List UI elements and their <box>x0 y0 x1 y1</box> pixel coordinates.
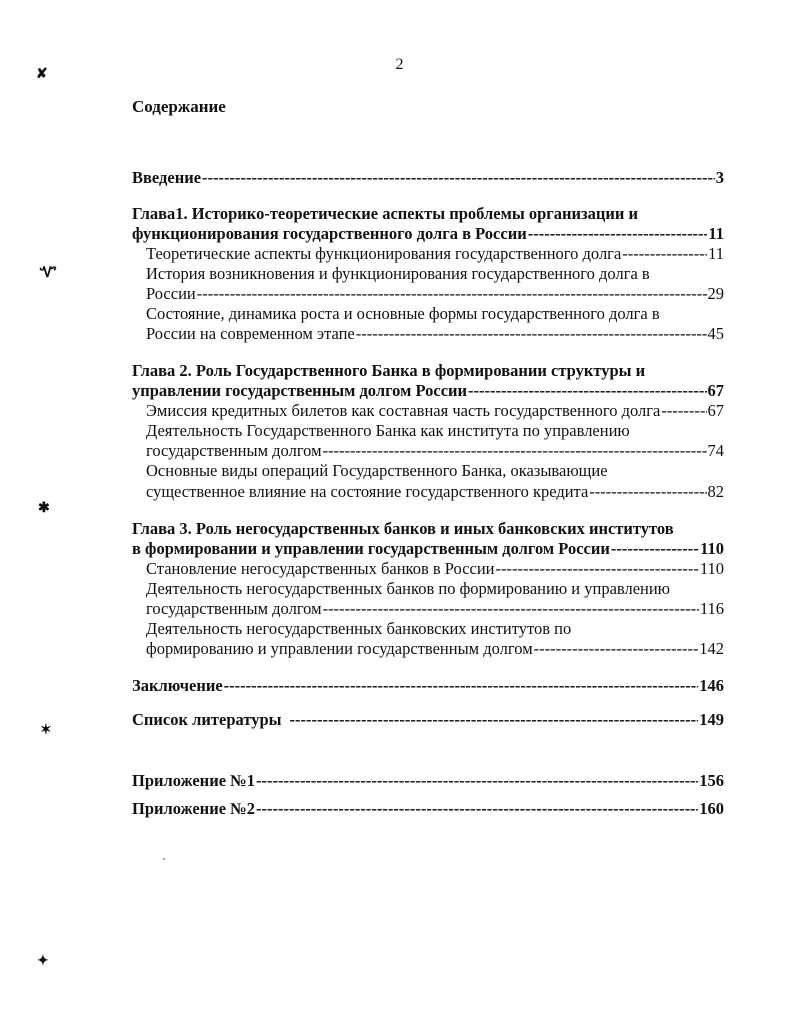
toc-entry-intro[interactable] <box>132 167 724 189</box>
scan-speck <box>163 858 165 860</box>
toc-entry-label: Становление негосударственных банков в России <box>146 559 495 578</box>
toc-entry-label: Приложение №1 <box>132 771 255 790</box>
leader-dots <box>256 798 698 820</box>
toc-page-number: 3 <box>715 168 724 187</box>
toc-entry-conclusion[interactable] <box>132 675 724 697</box>
toc-chapter-1-line-2[interactable] <box>132 223 724 245</box>
toc-section-3-2-line-1[interactable]: Деятельность негосударственных банков по формированию и управлению <box>146 579 671 598</box>
toc-section-2-2-line-1[interactable]: Деятельность Государственного Банка как института по управлению <box>146 421 630 440</box>
toc-page-number: 142 <box>699 639 724 658</box>
toc-entry-label: Приложение №2 <box>132 799 255 818</box>
toc-entry-label: Заключение <box>132 676 223 695</box>
toc-section-3-2-line-2[interactable] <box>146 598 724 620</box>
leader-dots <box>356 323 707 345</box>
leader-dots <box>622 243 707 265</box>
toc-page-number: 116 <box>699 599 724 618</box>
toc-entry-label: в формировании и управлении государственным долгом России <box>132 539 610 558</box>
page-title: Содержание <box>132 97 226 116</box>
leader-dots <box>534 638 699 660</box>
leader-dots <box>202 167 715 189</box>
toc-page-number: 11 <box>708 244 724 263</box>
toc-entry-label: функционирования государственного долга в России <box>132 224 527 243</box>
leader-dots <box>197 283 707 305</box>
toc-entry-literature[interactable] <box>132 709 724 731</box>
toc-entry-label: Теоретические аспекты функционирования государственного долга <box>146 244 622 263</box>
toc-chapter-1-line-1[interactable]: Глава1. Историко-теоретические аспекты проблемы организации и <box>132 204 639 223</box>
toc-page-number: 67 <box>707 401 724 420</box>
leader-dots <box>323 440 707 462</box>
toc-entry-label: Список литературы <box>132 710 282 729</box>
toc-page-number: 67 <box>707 381 724 400</box>
margin-mark-3: ✱ <box>38 501 50 516</box>
leader-dots <box>496 558 699 580</box>
leader-dots <box>323 598 699 620</box>
toc-entry-label: формированию и управлении государственным долгом <box>146 639 533 658</box>
toc-page-number: 156 <box>699 771 724 790</box>
toc-entry-label: Эмиссия кредитных билетов как составная часть государственного долга <box>146 401 661 420</box>
leader-dots <box>528 223 708 245</box>
toc-page-number: 110 <box>699 559 724 578</box>
leader-dots <box>468 380 706 402</box>
toc-chapter-3-line-2[interactable] <box>132 538 724 560</box>
toc-section-1-1[interactable] <box>146 243 724 265</box>
toc-entry-label: управлении государственным долгом России <box>132 381 468 400</box>
toc-entry-appendix-1[interactable] <box>132 770 724 792</box>
toc-section-3-1[interactable] <box>146 558 724 580</box>
margin-mark-1: ✘ <box>36 67 48 82</box>
toc-page-number: 74 <box>707 441 724 460</box>
toc-section-1-3-line-2[interactable] <box>146 323 724 345</box>
toc-page-number: 11 <box>708 224 724 243</box>
toc-entry-label: государственным долгом <box>146 441 322 460</box>
leader-dots <box>589 481 706 503</box>
toc-section-1-2-line-1[interactable]: История возникновения и функционирования государственного долга в <box>146 264 650 283</box>
toc-entry-label: России на современном этапе <box>146 324 355 343</box>
toc-chapter-2-line-1[interactable]: Глава 2. Роль Государственного Банка в формировании структуры и <box>132 361 646 380</box>
toc-chapter-3-line-1[interactable]: Глава 3. Роль негосударственных банков и иных банковских институтов <box>132 519 674 538</box>
toc-page-number: 29 <box>707 284 724 303</box>
toc-section-3-3-line-2[interactable] <box>146 638 724 660</box>
toc-section-1-2-line-2[interactable] <box>146 283 724 305</box>
toc-section-3-3-line-1[interactable]: Деятельность негосударственных банковских институтов по <box>146 619 572 638</box>
toc-section-2-2-line-2[interactable] <box>146 440 724 462</box>
toc-page-number: 160 <box>699 799 724 818</box>
toc-entry-label: существенное влияние на состояние государственного кредита <box>146 482 589 501</box>
page-number: 2 <box>395 56 404 73</box>
margin-mark-5: ✦ <box>37 954 49 969</box>
toc-section-2-1[interactable] <box>146 400 724 422</box>
margin-mark-4: ✶ <box>40 723 52 738</box>
toc-page-number: 149 <box>699 710 724 729</box>
leader-dots <box>661 400 706 422</box>
leader-dots <box>290 709 699 731</box>
toc-chapter-2-line-2[interactable] <box>132 380 724 402</box>
toc-entry-label: Введение <box>132 168 202 187</box>
toc-section-2-3-line-1[interactable]: Основные виды операций Государственного Банка, оказывающие <box>146 461 608 480</box>
toc-page-number: 146 <box>699 676 724 695</box>
toc-section-2-3-line-2[interactable] <box>146 481 724 503</box>
toc-page-number: 45 <box>707 324 724 343</box>
toc-entry-label: государственным долгом <box>146 599 322 618</box>
toc-entry-label: России <box>146 284 196 303</box>
leader-dots <box>224 675 699 697</box>
leader-dots <box>611 538 699 560</box>
toc-entry-appendix-2[interactable] <box>132 798 724 820</box>
margin-mark-2: Ꮙ <box>40 266 57 281</box>
toc-section-1-3-line-1[interactable]: Состояние, динамика роста и основные формы государственного долга в <box>146 304 660 323</box>
toc-page-number: 82 <box>707 482 724 501</box>
toc-page-number: 110 <box>700 539 724 558</box>
leader-dots <box>256 770 698 792</box>
